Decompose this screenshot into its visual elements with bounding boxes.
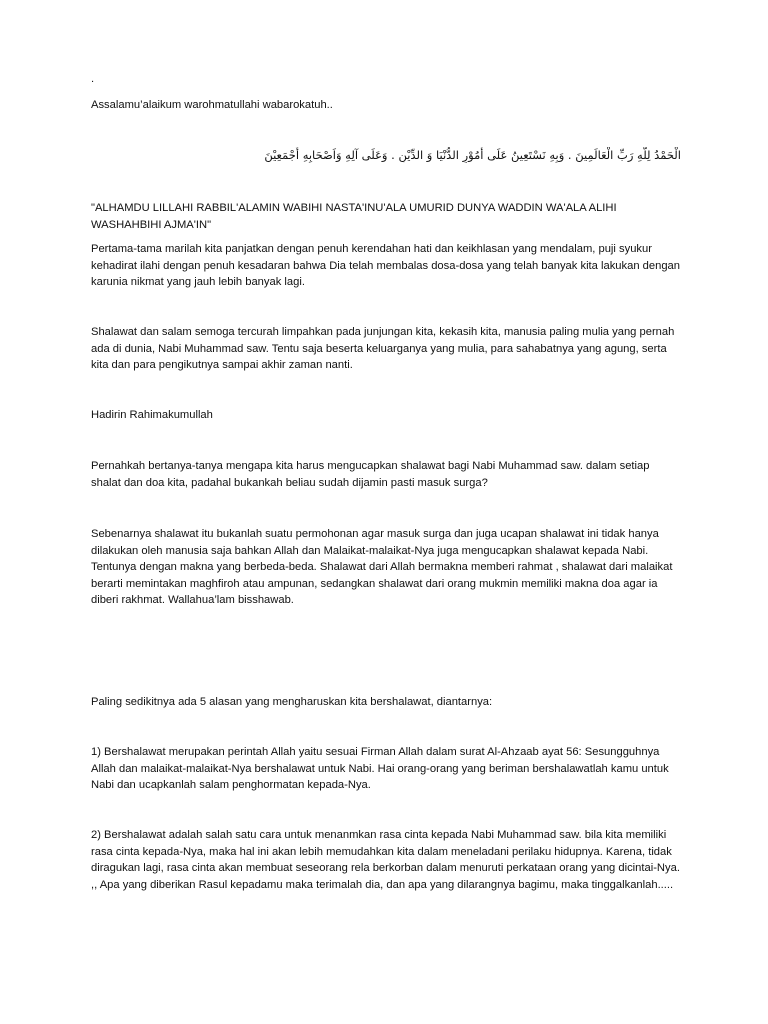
reason-1-paragraph: 1) Bershalawat merupakan perintah Allah yaitu sesuai Firman Allah dalam surat Al-Ahzaab ayat 56: Sesungguhnya Allah dan malaikat-malaikat-Nya bershalawat untuk Nabi. Hai orang-orang yang beriman bershalawatlah kamu untuk Nabi dan ucapkanlah salam penghormatan kepada-Nya. <box>91 746 669 791</box>
paragraph-2: Shalawat dan salam semoga tercurah limpahkan pada junjungan kita, kekasih kita, manusia paling mulia yang pernah ada di dunia, Nabi Muhammad saw. Tentu saja beserta keluarganya yang mulia, para sahabatnya yang agung, serta kita dan para pengikutnya sampai akhir zaman nanti. <box>91 326 675 371</box>
paragraph-3: Pernahkah bertanya-tanya mengapa kita harus mengucapkan shalawat bagi Nabi Muhammad saw. dalam setiap shalat dan doa kita, padahal bukankah beliau sudah dijamin pasti masuk surga? <box>91 460 650 489</box>
section-heading: Hadirin Rahimakumullah <box>91 409 213 421</box>
reason-2-paragraph: 2) Bershalawat adalah salah satu cara untuk menanmkan rasa cinta kepada Nabi Muhammad saw. bila kita memiliki rasa cinta kepada-Nya, maka hal ini akan lebih memudahkan kita dalam meneladani perilaku hidupnya. Karena, tidak diragukan lagi, rasa cinta akan membuat seseorang rela berkorban dalam menuruti perkataan orang yang dicintai-Nya. ,, Apa yang diberikan Rasul kepadamu maka terimalah dia, dan apa yang dilarangnya bagimu, maka tinggalkanlah..... <box>91 829 680 891</box>
paragraph-4: Sebenarnya shalawat itu bukanlah suatu permohonan agar masuk surga dan juga ucapan shalawat ini tidak hanya dilakukan oleh manusia saja bahkan Allah dan Malaikat-malaikat-Nya juga mengucapkan shalawat kepada Nabi. Tentunya dengan makna yang berbeda-beda. Shalawat dari Allah bermakna memberi rahmat , shalawat dari malaikat berarti memintakan maghfiroh atau ampunan, sedangkan shalawat dari orang mukmin memiliki makna doa agar ia diberi rakhmat. Wallahua’lam bisshawab. <box>91 528 673 606</box>
leading-dot: . <box>91 73 95 85</box>
greeting-line: Assalamu’alaikum warohmatullahi wabarokatuh.. <box>91 99 333 111</box>
paragraph-5: Paling sedikitnya ada 5 alasan yang mengharuskan kita bershalawat, diantarnya: <box>91 696 493 708</box>
transliteration-paragraph: "ALHAMDU LILLAHI RABBIL'ALAMIN WABIHI NASTA'INU'ALA UMURID DUNYA WADDIN WA'ALA ALIHI WASHAHBIHI AJMA'IN" <box>91 202 617 231</box>
paragraph-1: Pertama-tama marilah kita panjatkan dengan penuh kerendahan hati dan keikhlasan yang mendalam, puji syukur kehadirat ilahi dengan penuh kesadaran bahwa Dia telah membalas dosa-dosa yang telah banyak kita lakukan dengan karunia nikmat yang jauh lebih banyak lagi. <box>91 243 680 288</box>
arabic-opening: الْحَمْدُ لِلَّهِ رَبِّ الْعَالَمِينَ . وَبِهِ نَسْتَعِينُ عَلَى أُمُوْرِ الدُّنْيَا وَ الدِّيْنِ . وَعَلَى آلِهِ وَاَصْحَابِهِ أَجْمَعِيْنَ <box>264 148 681 162</box>
